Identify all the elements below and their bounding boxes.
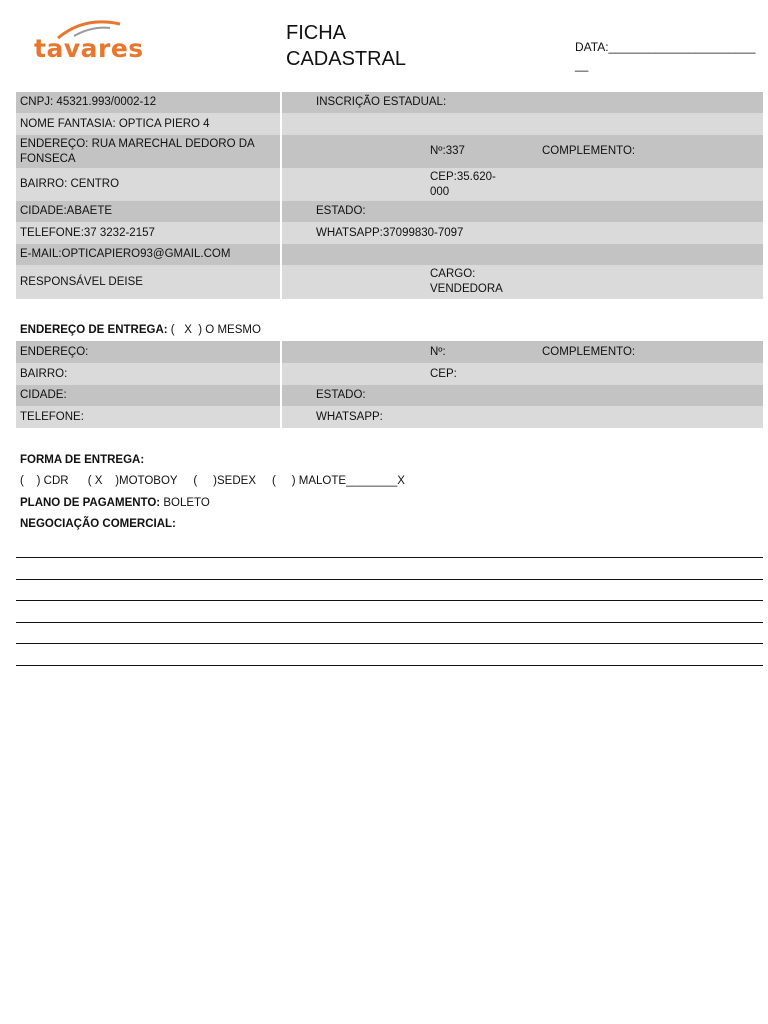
registration-table	[16, 92, 763, 299]
empty-cell	[281, 135, 426, 168]
negociacao-label: NEGOCIAÇÃO COMERCIAL:	[20, 518, 176, 530]
row-cnpj	[16, 92, 763, 113]
empty-cell	[538, 363, 763, 385]
writing-line[interactable]	[16, 643, 763, 644]
bairro-field[interactable]: BAIRRO: CENTRO	[16, 168, 281, 201]
row-email	[16, 244, 763, 265]
row-entrega-telefone	[16, 406, 763, 428]
numero-field[interactable]: Nº:337	[426, 135, 538, 168]
nome-fantasia-field[interactable]: NOME FANTASIA: OPTICA PIERO 4	[16, 113, 281, 135]
writing-line[interactable]	[16, 622, 763, 623]
logo-text: tavares	[34, 34, 144, 63]
page-title	[286, 20, 436, 72]
entrega-cidade-field[interactable]: CIDADE:	[16, 385, 281, 406]
whatsapp-field[interactable]: WHATSAPP:37099830-7097	[281, 222, 763, 244]
cargo-field[interactable]: CARGO: VENDEDORA	[426, 265, 538, 299]
pagamento-value[interactable]: BOLETO	[160, 497, 210, 509]
complemento-field[interactable]: COMPLEMENTO:	[538, 135, 763, 168]
empty-cell	[538, 265, 763, 299]
entrega-bairro-field[interactable]: BAIRRO:	[16, 363, 281, 385]
empty-cell	[281, 113, 763, 135]
date-field[interactable]: DATA:________________________	[575, 40, 756, 72]
empty-cell	[281, 244, 763, 265]
row-nome-fantasia	[16, 113, 763, 135]
forma-entrega-label: FORMA DE ENTREGA:	[20, 454, 145, 466]
telefone-field[interactable]: TELEFONE:37 3232-2157	[16, 222, 281, 244]
title-line-2: CADASTRAL	[286, 48, 407, 70]
endereco-field[interactable]: ENDEREÇO: RUA MARECHAL DEDORO DA FONSECA	[16, 135, 281, 168]
empty-cell	[538, 168, 763, 201]
entrega-value[interactable]: ( X ) O MESMO	[167, 324, 261, 336]
entrega-complemento-field[interactable]: COMPLEMENTO:	[538, 341, 763, 363]
cnpj-field[interactable]: CNPJ: 45321.993/0002-12	[16, 92, 281, 113]
inscricao-field[interactable]: INSCRIÇÃO ESTADUAL:	[281, 92, 763, 113]
tavares-logo	[34, 18, 164, 70]
row-entrega-cidade	[16, 385, 763, 406]
row-telefone	[16, 222, 763, 244]
entrega-heading	[20, 323, 261, 338]
empty-cell	[281, 363, 426, 385]
entrega-label: ENDEREÇO DE ENTREGA:	[20, 324, 168, 336]
entrega-whatsapp-field[interactable]: WHATSAPP:	[281, 406, 763, 428]
writing-line[interactable]	[16, 557, 763, 558]
row-responsavel	[16, 265, 763, 299]
empty-cell	[281, 341, 426, 363]
entrega-estado-field[interactable]: ESTADO:	[281, 385, 763, 406]
title-line-1: FICHA	[286, 22, 346, 44]
writing-line[interactable]	[16, 600, 763, 601]
entrega-numero-field[interactable]: Nº:	[426, 341, 538, 363]
entrega-cep-field[interactable]: CEP:	[426, 363, 538, 385]
forma-entrega-options[interactable]: ( ) CDR ( X )MOTOBOY ( )SEDEX ( ) MALOTE________X	[20, 475, 405, 487]
estado-field[interactable]: ESTADO:	[281, 201, 763, 222]
pagamento-label: PLANO DE PAGAMENTO:	[20, 497, 161, 509]
entrega-endereco-field[interactable]: ENDEREÇO:	[16, 341, 281, 363]
row-cidade	[16, 201, 763, 222]
delivery-table	[16, 341, 763, 428]
empty-cell	[281, 168, 426, 201]
row-entrega-bairro	[16, 363, 763, 385]
responsavel-field[interactable]: RESPONSÁVEL DEISE	[16, 265, 281, 299]
writing-line[interactable]	[16, 665, 763, 666]
email-field[interactable]: E-MAIL:OPTICAPIERO93@GMAIL.COM	[16, 244, 281, 265]
writing-line[interactable]	[16, 579, 763, 580]
empty-cell	[281, 265, 426, 299]
entrega-telefone-field[interactable]: TELEFONE:	[16, 406, 281, 428]
row-entrega-endereco	[16, 341, 763, 363]
pagamento-line	[20, 496, 210, 511]
row-bairro	[16, 168, 763, 201]
row-endereco	[16, 135, 763, 168]
cidade-field[interactable]: CIDADE:ABAETE	[16, 201, 281, 222]
cep-field[interactable]: CEP:35.620-000	[426, 168, 538, 201]
